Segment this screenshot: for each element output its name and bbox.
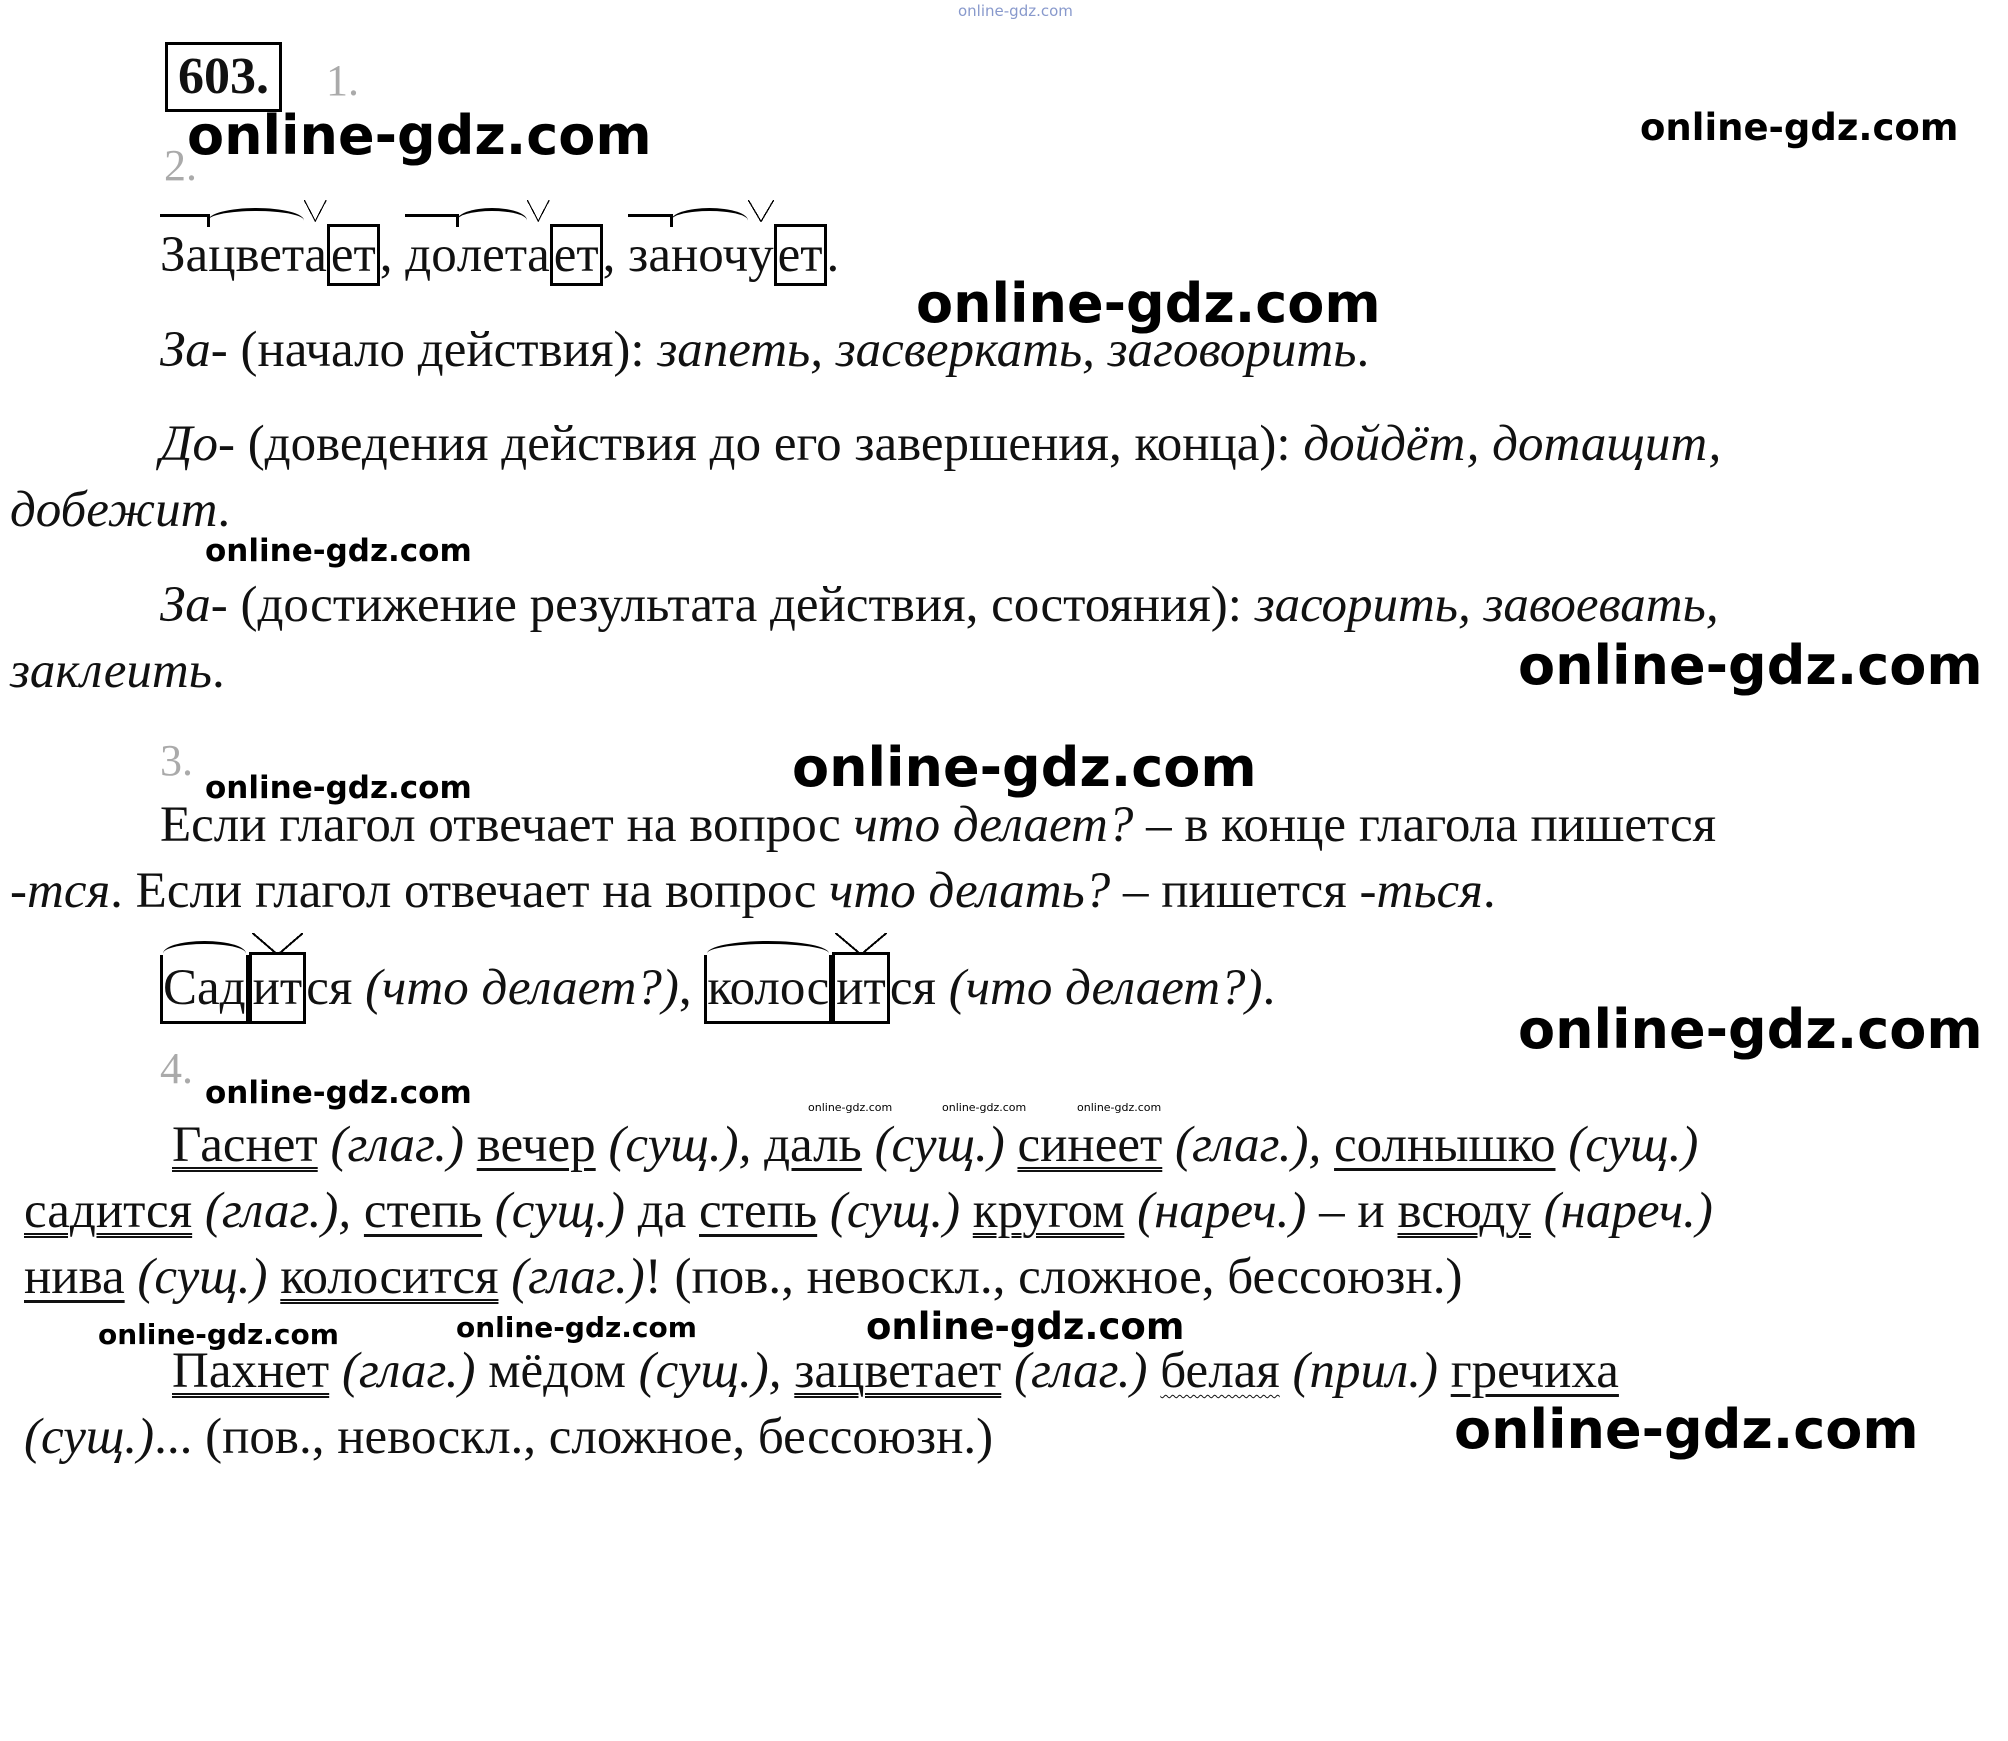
prefix-label: До- — [160, 416, 235, 472]
postfix: ся — [306, 960, 353, 1016]
meaning: (достижение результата действия, состояния): — [227, 577, 1255, 633]
pos-tag: (сущ.), — [638, 1343, 782, 1399]
parsed-word: всюду — [1397, 1183, 1531, 1239]
pos-tag: (нареч.) — [1543, 1183, 1713, 1239]
pos-tag: (сущ.), — [608, 1117, 752, 1173]
parsed-word: Пахнет — [172, 1343, 330, 1399]
prefix-meaning-za-1 — [160, 317, 1369, 383]
watermark: online-gdz.com — [916, 272, 1381, 335]
suffix: а — [304, 222, 327, 288]
parsed-word: кругом — [972, 1183, 1125, 1239]
parsed-word: солнышко — [1334, 1117, 1556, 1173]
task-number: 603. — [165, 42, 282, 112]
ending-tsya: -тся — [10, 863, 111, 919]
separator: , — [602, 227, 629, 283]
watermark-top: online-gdz.com — [958, 2, 1073, 20]
morpheme-words-line — [160, 222, 839, 288]
root: ноч — [671, 222, 748, 288]
parsed-word: степь — [699, 1183, 818, 1239]
watermark: online-gdz.com — [98, 1318, 339, 1351]
suffix: ит — [832, 952, 890, 1024]
parsed-word: мёдом — [488, 1343, 626, 1399]
parsed-word: садится — [24, 1183, 193, 1239]
watermark: online-gdz.com — [866, 1305, 1185, 1348]
text: – пишется — [1110, 863, 1360, 919]
morpheme-word — [405, 227, 602, 283]
parse-line-4 — [172, 1338, 1619, 1404]
morpheme-word — [160, 960, 352, 1016]
watermark: online-gdz.com — [1518, 634, 1983, 697]
watermark: online-gdz.com — [205, 533, 472, 569]
watermark: online-gdz.com — [1640, 106, 1959, 149]
pos-tag: (сущ.) — [1568, 1117, 1699, 1173]
sentence-characteristics: ! (пов., невоскл., сложное, бессоюзн.) — [644, 1249, 1463, 1305]
ending: ет — [327, 224, 380, 286]
parsed-word: гречиха — [1450, 1343, 1619, 1399]
examples: засорить, завоевать, — [1254, 577, 1719, 633]
sentence-characteristics: ... (пов., невоскл., сложное, бессоюзн.) — [154, 1409, 994, 1465]
watermark: online-gdz.com — [1454, 1398, 1919, 1461]
reflexive-verbs-line — [160, 952, 1275, 1024]
parsed-word: даль — [764, 1117, 862, 1173]
watermark: online-gdz.com — [456, 1311, 697, 1344]
root: Сад — [160, 955, 249, 1024]
parsed-word: нива — [24, 1249, 125, 1305]
parse-line-5 — [24, 1404, 993, 1470]
watermark: online-gdz.com — [187, 104, 652, 167]
text: . Если глагол отвечает на вопрос — [110, 863, 830, 919]
prefix: за — [628, 222, 671, 288]
question: что делает? — [853, 797, 1134, 853]
prefix-meaning-do-cont — [10, 477, 230, 543]
prefix-label: За- — [160, 577, 228, 633]
parsed-word: степь — [363, 1183, 483, 1239]
suffix: а — [527, 222, 550, 288]
parsed-word: вечер — [476, 1117, 596, 1173]
suffix: у — [748, 222, 774, 288]
meaning: (доведения действия до его завершения, конца): — [234, 416, 1304, 472]
parsed-word: синеет — [1017, 1117, 1163, 1173]
end-punct: . — [211, 643, 225, 699]
watermark: online-gdz.com — [792, 736, 1257, 799]
pos-tag: (сущ.) — [24, 1409, 155, 1465]
prefix: до — [405, 222, 456, 288]
end-punct: . — [1356, 322, 1370, 378]
parsed-word: зацветает — [794, 1343, 1002, 1399]
morpheme-word — [628, 227, 826, 283]
ending-tsya-soft: -ться — [1359, 863, 1483, 919]
pos-tag: (глаг.) — [341, 1343, 476, 1399]
examples: добежит — [10, 482, 218, 538]
pos-tag: (глаг.) — [330, 1117, 464, 1173]
root: лет — [457, 222, 527, 288]
meaning: (начало действия): — [227, 322, 658, 378]
end-punct: . — [1262, 960, 1276, 1016]
pos-tag: (прил.) — [1292, 1343, 1438, 1399]
suffix: ит — [249, 952, 307, 1024]
separator: , — [379, 227, 406, 283]
part-4-number: 4. — [160, 1044, 193, 1093]
question: что делать? — [829, 863, 1111, 919]
pos-tag: (глаг.) — [511, 1249, 645, 1305]
ending: ет — [774, 224, 827, 286]
text: Если глагол отвечает на вопрос — [160, 797, 854, 853]
pos-tag: (глаг.) — [1014, 1343, 1148, 1399]
pos-tag: (сущ.) — [494, 1183, 625, 1239]
end-punct: . — [826, 227, 840, 283]
postfix: ся — [889, 960, 936, 1016]
watermark: online-gdz.com — [205, 1075, 472, 1111]
question: (что делает?) — [935, 960, 1263, 1016]
parsed-word: колосится — [280, 1249, 499, 1305]
pos-tag: (сущ.) — [874, 1117, 1005, 1173]
examples: заклеить — [10, 643, 212, 699]
examples: запеть, засверкать, заговорить — [657, 322, 1357, 378]
pos-tag: (глаг.), — [1175, 1117, 1322, 1173]
part-2-number: 2. — [164, 141, 197, 190]
prefix-label: За- — [160, 322, 228, 378]
ending: ет — [550, 224, 603, 286]
watermark: online-gdz.com — [205, 770, 472, 806]
part-3-number: 3. — [160, 736, 193, 785]
pos-tag: (нареч.) — [1137, 1183, 1307, 1239]
parsed-word: да — [637, 1183, 687, 1239]
watermark: online-gdz.com — [942, 1101, 1027, 1114]
pos-tag: (глаг.), — [204, 1183, 352, 1239]
parse-line-2 — [24, 1178, 1713, 1244]
morpheme-word — [704, 960, 936, 1016]
prefix-meaning-za-2-cont — [10, 638, 225, 704]
pos-tag: (сущ.) — [829, 1183, 961, 1239]
parsed-word: белая — [1160, 1343, 1280, 1399]
rule-line-2 — [10, 858, 1496, 924]
pos-tag: (сущ.) — [137, 1249, 268, 1305]
parsed-word: Гаснет — [172, 1117, 318, 1173]
prefix-meaning-do — [160, 411, 1721, 477]
root: цвет — [208, 222, 304, 288]
watermark: online-gdz.com — [1077, 1101, 1162, 1114]
watermark: online-gdz.com — [1518, 998, 1983, 1061]
part-1-number: 1. — [326, 56, 359, 105]
separator: , — [678, 960, 705, 1016]
prefix-meaning-za-2 — [160, 572, 1719, 638]
text: – в конце глагола пишется — [1133, 797, 1717, 853]
watermark: online-gdz.com — [808, 1101, 893, 1114]
prefix: За — [160, 222, 208, 288]
question: (что делает?) — [352, 960, 679, 1016]
end-punct: . — [217, 482, 231, 538]
end-punct: . — [1482, 863, 1496, 919]
morpheme-word — [160, 227, 380, 283]
rule-line-1 — [160, 792, 1716, 858]
parse-line-3 — [24, 1244, 1462, 1310]
examples: дойдёт, дотащит, — [1303, 416, 1722, 472]
parsed-word: – и — [1319, 1183, 1385, 1239]
parse-line-1 — [172, 1112, 1698, 1178]
root: колос — [704, 955, 832, 1024]
